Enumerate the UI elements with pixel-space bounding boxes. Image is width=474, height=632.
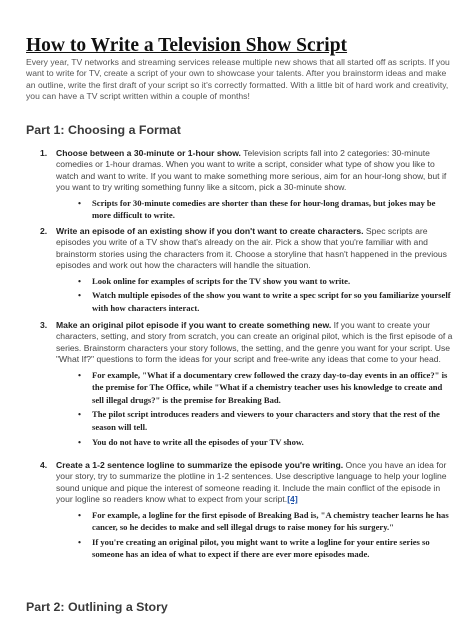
- step-number: 3.: [40, 320, 48, 330]
- list-item: • Look online for examples of scripts for the TV show you want to write.: [92, 275, 456, 288]
- step-body: [56, 148, 456, 222]
- list-item: • For example, "What if a documentary crew followed the crazy day-to-day events in an office?" is the premise for The Office, while "What if a chemistry teacher uses his knowledge to create and sell illegal drugs?" is the premise for Breaking Bad.: [92, 369, 456, 407]
- step-heading: Make an original pilot episode if you want to create something new.: [56, 320, 332, 330]
- list-item: • The pilot script introduces readers and viewers to your characters and story that the rest of the season will tell.: [92, 408, 456, 433]
- step-text: Once you have an idea for your story, try to summarize the plotline in 1-2 sentences. Use descriptive language to help your logline sound unique and pique the interest of someone reading it. Include the main conflict of the episode in your logline so readers know what to expect from your script.: [56, 460, 447, 505]
- step-body: [56, 460, 456, 561]
- step-number: 1.: [40, 148, 48, 158]
- list-item: • If you're creating an original pilot, you might want to write a logline for your entire series so someone has an idea of what to expect if there are ever more episodes made.: [92, 536, 456, 561]
- step-heading: Write an episode of an existing show if you don't want to create characters.: [56, 226, 364, 236]
- list-item: • You do not have to write all the episodes of your TV show.: [92, 436, 456, 449]
- list-item: • For example, a logline for the first episode of Breaking Bad is, "A chemistry teacher learns he has cancer, so he decides to make and sell illegal drugs to raise money for his surgery.": [92, 509, 456, 534]
- citation-link[interactable]: [4]: [287, 494, 298, 505]
- step-heading: Create a 1-2 sentence logline to summarize the episode you're writing.: [56, 460, 344, 470]
- section-heading-part2: Part 2: Outlining a Story: [26, 600, 168, 614]
- intro-paragraph: Every year, TV networks and streaming services release multiple new shows that all started off as scripts. If you want to write for TV, create a script of your own to showcase your talents. After you brainstorm ideas and make an outline, write the first draft of your script so it's correctly formatted. With a little bit of hard work and creativity, you can have a TV script written within a couple of months!: [26, 57, 450, 102]
- step-text: If you want to create your characters, setting, and story from scratch, you can create an original pilot, which is the first episode of a series. Brainstorm characters your story follows, the setting, and the genre you want for your script. Use "What If?" questions to form the ideas for your script and free-write any ideas that come to your head.: [56, 320, 453, 365]
- step-text: Spec scripts are episodes you write of a TV show that's already on the air. Pick a show that you're familiar with and brainstorm stories using the characters from it. Choose a storyline that hasn't happened in the previous episodes and work out how the characters will handle the situation.: [56, 226, 447, 271]
- bullet-list: [56, 509, 456, 561]
- step-body: [56, 320, 456, 448]
- step-4: [40, 460, 456, 563]
- step-1: [40, 148, 456, 224]
- bullet-list: [56, 275, 456, 315]
- page-title: How to Write a Television Show Script: [26, 35, 348, 57]
- step-number: 2.: [40, 226, 48, 236]
- step-heading: Choose between a 30-minute or 1-hour show.: [56, 148, 241, 158]
- step-text: Television scripts fall into 2 categories: 30-minute comedies or 1-hour dramas. When you want to write a script, consider what type of show you like to watch and want to write. If you want to make something more serious, aim for an hour-long show, but if you want to try writing something funny like a sitcom, pick a 30-minute show.: [56, 148, 447, 193]
- step-2: [40, 226, 456, 316]
- list-item: • Scripts for 30-minute comedies are shorter than these for hour-long dramas, but jokes may be more difficult to write.: [92, 197, 456, 222]
- step-body: [56, 226, 456, 314]
- step-number: 4.: [40, 460, 48, 470]
- section-heading-part1: Part 1: Choosing a Format: [26, 123, 181, 137]
- step-3: [40, 320, 456, 450]
- bullet-list: [56, 197, 456, 222]
- list-item: • Watch multiple episodes of the show you want to write a spec script for so you familiarize yourself with how characters interact.: [92, 289, 456, 314]
- bullet-list: [56, 369, 456, 449]
